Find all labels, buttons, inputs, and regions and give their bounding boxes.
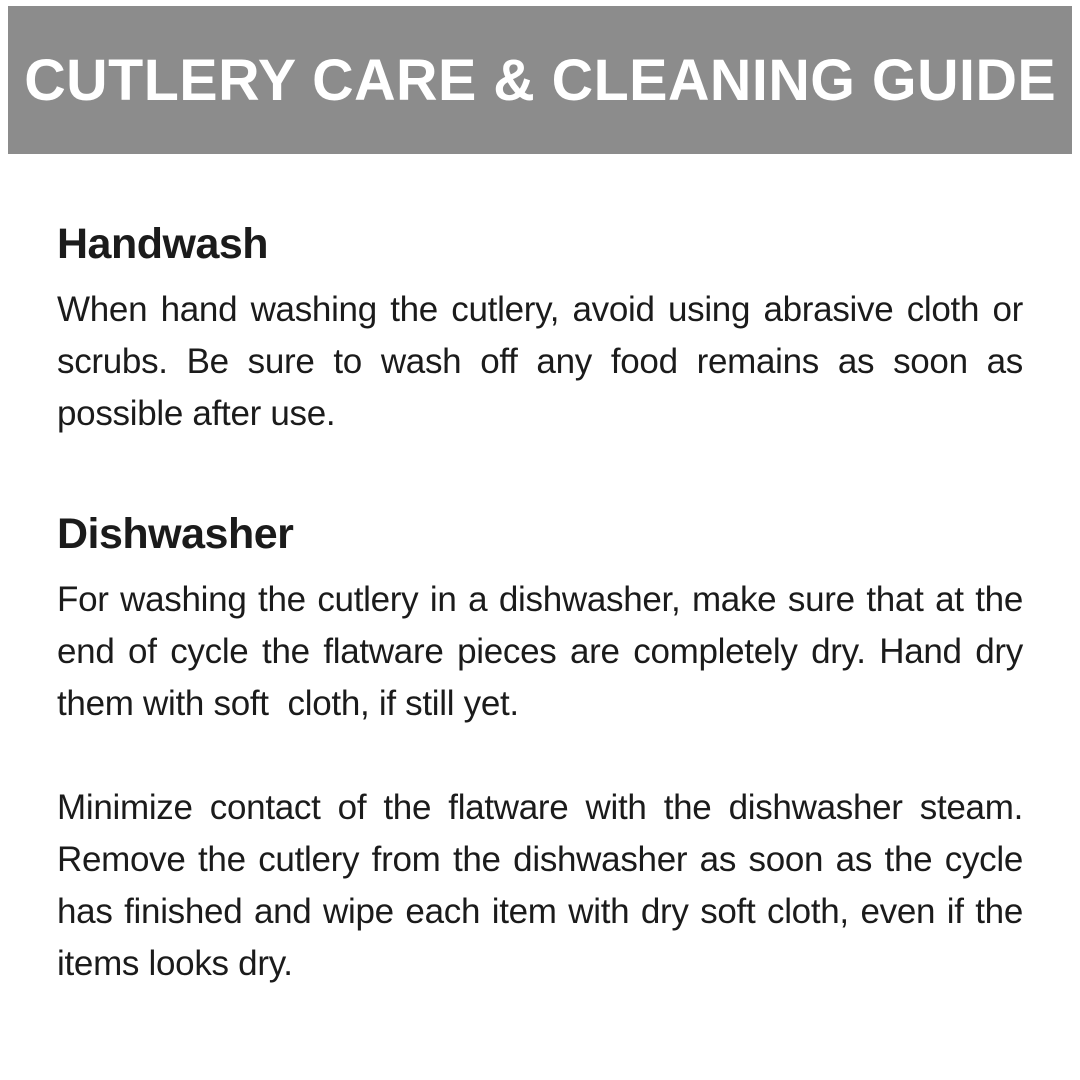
section-handwash [57, 220, 1033, 440]
page-title: CUTLERY CARE & CLEANING GUIDE [23, 47, 1057, 113]
dishwasher-paragraph-1: For washing the cutlery in a dishwasher, make sure that at the end of cycle the flatware pieces are completely dry. Hand dry them with soft cloth, if still yet. [57, 580, 1033, 723]
title-banner [8, 6, 1072, 154]
section-heading-handwash: Handwash [57, 220, 269, 268]
section-dishwasher [57, 510, 1033, 990]
dishwasher-paragraph-2: Minimize contact of the flatware with the dishwasher steam. Remove the cutlery from the dishwasher as soon as the cycle has finished and wipe each item with dry soft cloth, even if the items looks dry. [57, 788, 1033, 983]
handwash-paragraph: When hand washing the cutlery, avoid using abrasive cloth or scrubs. Be sure to wash off any food remains as soon as possible after use. [57, 290, 1033, 433]
content-area [0, 154, 1080, 1080]
section-heading-dishwasher: Dishwasher [57, 510, 294, 558]
